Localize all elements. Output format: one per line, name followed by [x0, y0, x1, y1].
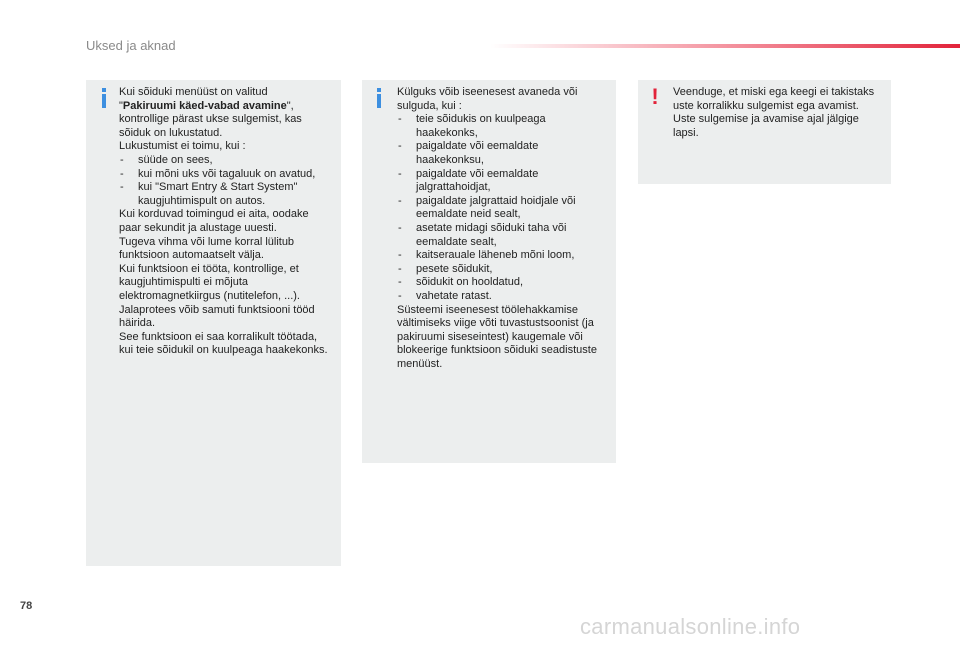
list-item: - paigaldate jalgrattaid hoidjale või eemaldate neid sealt,: [397, 195, 606, 222]
info-box-hands-free-trunk: [86, 80, 341, 566]
box1-line4: sõiduk on lukustatud.: [119, 126, 223, 139]
info-icon: [99, 88, 109, 108]
box1-para2: Tugeva vihma või lume korral lülitub funktsioon automaatselt välja.: [119, 235, 295, 262]
box1-line5: Lukustumist ei toimu, kui :: [119, 140, 246, 153]
box2-intro: Külguks võib iseenesest avaneda või sulguda, kui :: [397, 86, 578, 112]
box3-para2: Uste sulgemise ja avamise ajal jälgige lapsi.: [673, 113, 859, 139]
list-item: - vahetate ratast.: [397, 290, 606, 304]
list-item: - teie sõidukis on kuulpeaga haakekonks,: [397, 113, 606, 140]
box1-line2: "Pakiruumi käed-vabad avamine",: [119, 99, 294, 112]
box1-line3: kontrollige pärast ukse sulgemist, kas: [119, 113, 302, 126]
section-title: Uksed ja aknad: [86, 38, 176, 53]
page-number: 78: [20, 600, 33, 612]
box1-line1: Kui sõiduki menüüst on valitud: [119, 86, 268, 98]
list-item: - kaitserauale läheneb mõni loom,: [397, 249, 606, 263]
box1-para4: Jalaprotees võib samuti funktsiooni tööd häirida.: [119, 303, 315, 330]
warning-box-door-safety: [638, 80, 891, 184]
list-item: - asetate midagi sõiduki taha või eemaldate sealt,: [397, 222, 606, 249]
watermark: carmanualsonline.info: [580, 614, 801, 639]
box1-para1: Kui korduvad toimingud ei aita, oodake paar sekundit ja alustage uuesti.: [119, 208, 309, 234]
list-item: - pesete sõidukit,: [397, 263, 606, 277]
warning-icon: !: [651, 84, 659, 109]
info-icon: [374, 88, 384, 108]
box1-para5: See funktsioon ei saa korralikult töötada, kui teie sõidukil on kuulpeaga haakekonks.: [119, 330, 328, 357]
list-item: - paigaldate või eemaldate jalgrattahoidjat,: [397, 168, 606, 195]
box2-outro: Süsteemi iseenesest töölehakkamise vältimiseks viige võti tuvastustsoonist (ja pakiruumi siseseintest) kaugemale või blokeerige funktsioon sõiduki seadistuste menüüst.: [397, 303, 597, 370]
header-accent-line: [490, 44, 960, 48]
list-item: - paigaldate või eemaldate haakekonksu,: [397, 140, 606, 167]
list-item: - süüde on sees,: [119, 154, 331, 168]
list-item: - kui "Smart Entry & Start System" kaugjuhtimispult on autos.: [119, 181, 331, 208]
list-item: - sõidukit on hooldatud,: [397, 276, 606, 290]
list-item: - kui mõni uks või tagaluuk on avatud,: [119, 168, 331, 182]
feature-name: Pakiruumi käed-vabad avamine: [122, 99, 287, 112]
info-box-side-door: [362, 80, 616, 463]
box3-para1: Veenduge, et miski ega keegi ei takistaks uste korralikku sulgemist ega avamist.: [673, 86, 875, 112]
box1-para3: Kui funktsioon ei tööta, kontrollige, et kaugjuhtimispulti ei mõjuta elektromagnetkiirgus (nutitelefon, ...).: [119, 262, 300, 302]
